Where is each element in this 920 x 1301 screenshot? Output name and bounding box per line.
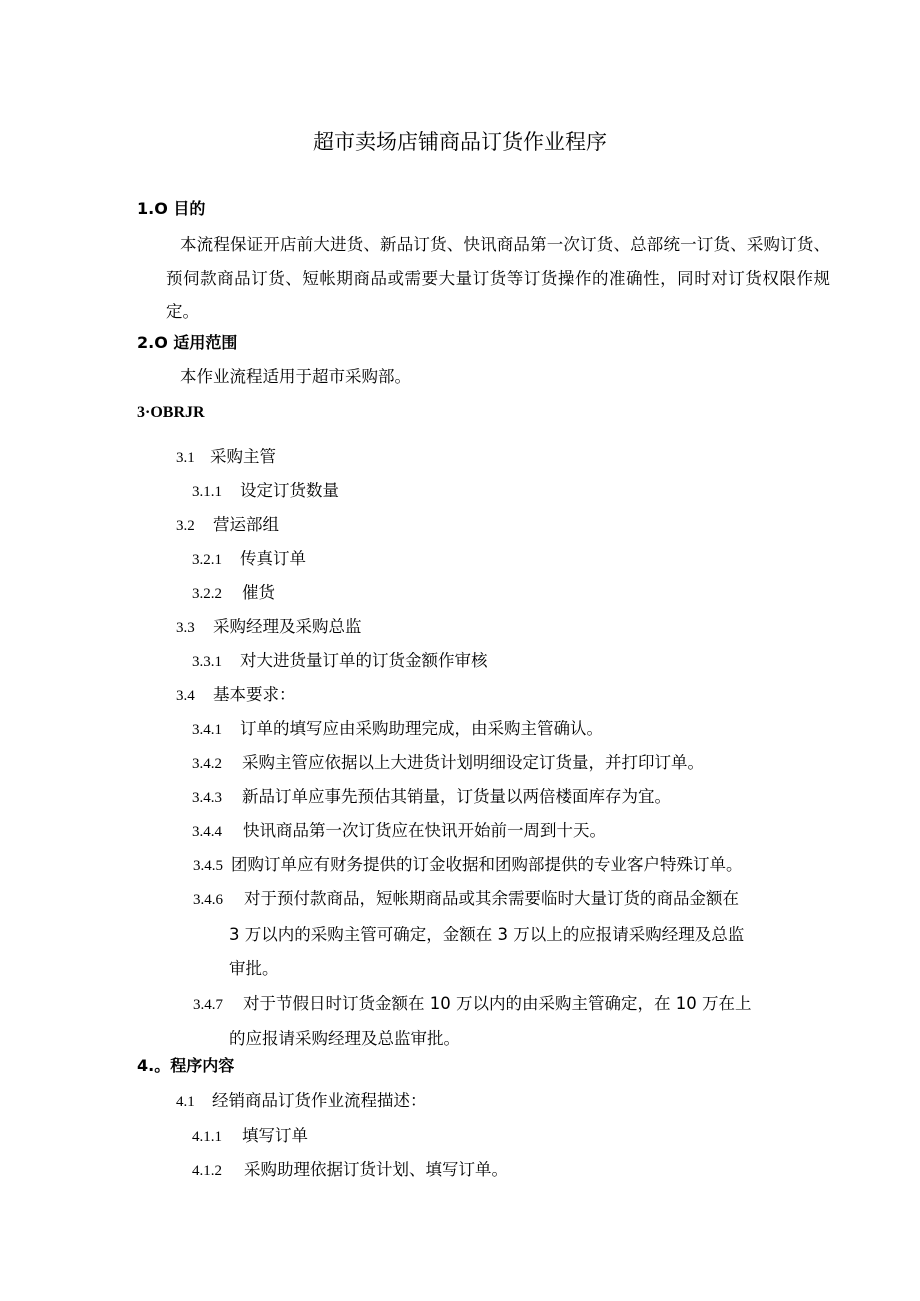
item-text: 对于节假日时订货金额在 10 万以内的由采购主管确定，在 10 万在上	[243, 994, 752, 1013]
item-text: 订单的填写应由采购助理完成，由采购主管确认。	[240, 719, 603, 738]
list-item-3-4-4	[192, 818, 606, 845]
item-text: 营运部组	[213, 515, 279, 534]
list-item-3-4-7-cont: 的应报请采购经理及总监审批。	[229, 1029, 460, 1048]
item-text: 设定订货数量	[240, 481, 339, 500]
item-number: 4.1	[176, 1094, 195, 1110]
section-1-body: 本流程保证开店前大进货、新品订货、快讯商品第一次订货、总部统一订货、采购订货、预伺款商品订货、短帐期商品或需要大量订货等订货操作的准确性，同时对订货权限作规定。	[166, 235, 830, 321]
item-text: 填写订单	[242, 1126, 308, 1145]
item-number: 3.2.1	[192, 552, 222, 568]
item-text: 采购主管应依据以上大进货计划明细设定订货量，并打印订单。	[242, 753, 704, 772]
list-item-3-1-1	[192, 478, 339, 505]
document-title: 超市卖场店铺商品订货作业程序	[313, 130, 607, 154]
list-item-3-4-2	[192, 750, 704, 777]
item-number: 3.4.5	[193, 858, 223, 874]
list-item-3-4-5	[193, 852, 743, 879]
item-number: 3.4.6	[193, 892, 223, 908]
item-number: 3.4.7	[193, 997, 223, 1013]
item-number: 3.2	[176, 518, 195, 534]
item-number: 3.3	[176, 620, 195, 636]
item-text: 传真订单	[240, 549, 306, 568]
item-text: 经销商品订货作业流程描述：	[212, 1091, 427, 1110]
item-text: 采购主管	[210, 447, 276, 466]
list-item-3-4-1	[192, 716, 603, 743]
item-text: 采购助理依据订货计划、填写订单。	[244, 1160, 508, 1179]
list-item-3-4-6-cont: 3 万以内的采购主管可确定，金额在 3 万以上的应报请采购经理及总监	[229, 925, 745, 944]
item-number: 4.1.1	[192, 1129, 222, 1145]
list-item-3-1	[176, 444, 276, 471]
list-item-3-2-1	[192, 546, 306, 573]
list-item-3-2-2	[192, 580, 275, 607]
item-number: 3.2.2	[192, 586, 222, 602]
item-number: 4.1.2	[192, 1163, 222, 1179]
list-item-4-1-2	[192, 1157, 508, 1184]
item-text: 团购订单应有财务提供的订金收据和团购部提供的专业客户特殊订单。	[231, 855, 743, 874]
item-text: 催货	[242, 583, 275, 602]
item-text: 对大进货量订单的订货金额作审核	[240, 651, 488, 670]
list-item-3-4-6-cont2: 审批。	[229, 959, 279, 978]
item-number: 3.3.1	[192, 654, 222, 670]
section-4-heading: 4.。程序内容	[137, 1056, 235, 1075]
item-text: 快讯商品第一次订货应在快讯开始前一周到十天。	[243, 821, 606, 840]
list-item-3-4-3	[192, 784, 671, 811]
item-number: 3.4.1	[192, 722, 222, 738]
list-item-3-4-6	[193, 886, 739, 913]
item-number: 3.1	[176, 450, 195, 466]
item-number: 3.1.1	[192, 484, 222, 500]
item-number: 3.4.3	[192, 790, 222, 806]
item-text: 基本要求：	[213, 685, 296, 704]
list-item-3-3	[176, 614, 362, 641]
list-item-3-3-1	[192, 648, 488, 675]
item-text: 新品订单应事先预估其销量，订货量以两倍楼面库存为宜。	[242, 787, 671, 806]
section-2-heading: 2.O 适用范围	[137, 333, 238, 352]
list-item-3-4-7	[193, 991, 751, 1018]
item-text: 对于预付款商品，短帐期商品或其余需要临时大量订货的商品金额在	[244, 889, 739, 908]
list-item-3-2	[176, 512, 279, 539]
list-item-3-4	[176, 682, 296, 709]
list-item-4-1	[176, 1088, 427, 1115]
item-text: 采购经理及采购总监	[213, 617, 362, 636]
section-1-heading: 1.O 目的	[137, 199, 206, 218]
item-number: 3.4.2	[192, 756, 222, 772]
item-number: 3.4	[176, 688, 195, 704]
section-2-body: 本作业流程适用于超市采购部。	[180, 367, 411, 386]
section-3-heading: 3·OBRJR	[137, 404, 205, 421]
item-number: 3.4.4	[192, 824, 222, 840]
list-item-4-1-1	[192, 1123, 308, 1150]
